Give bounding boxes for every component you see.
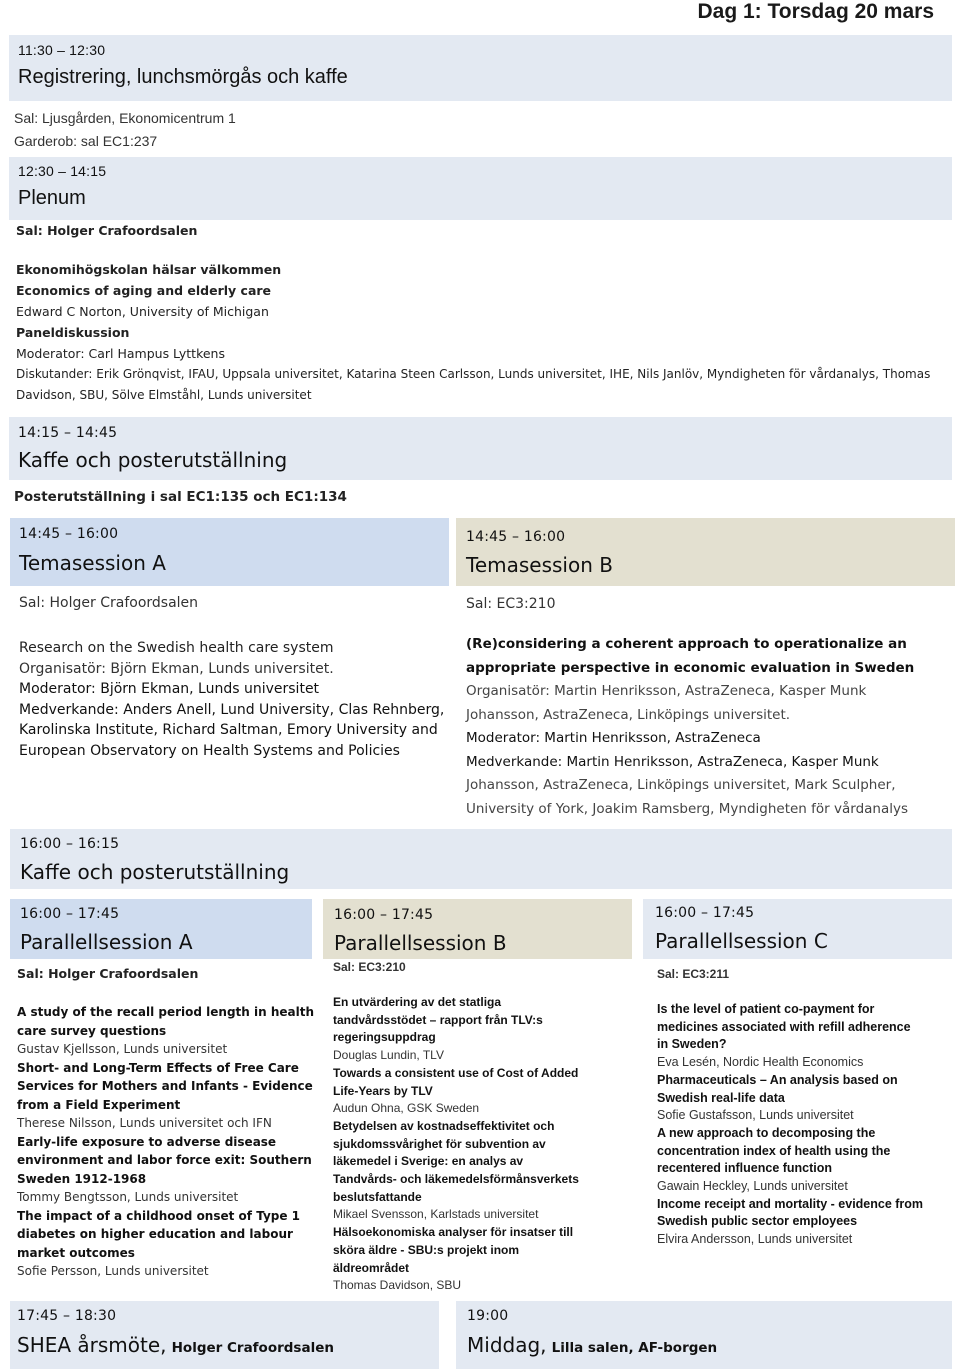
program-line: Pharmaceuticals – An analysis based on [657, 1072, 898, 1087]
session-time: 14:45 – 16:00 [19, 526, 119, 542]
session-title: Plenum [18, 187, 86, 209]
program-line: Moderator: Carl Hampus Lyttkens [16, 346, 225, 361]
session-time: 11:30 – 12:30 [18, 42, 106, 58]
par-c-program [657, 1001, 957, 1249]
program-line: A new approach to decomposing the [657, 1125, 876, 1140]
program-line: Is the level of patient co-payment for [657, 1002, 875, 1016]
program-line: Moderator: Martin Henriksson, AstraZeneca [466, 730, 761, 746]
session-title: Temasession A [19, 551, 166, 575]
session-tema-b-header [456, 518, 955, 586]
program-line: Economics of aging and elderly care [16, 283, 272, 298]
program-line: Life-Years by TLV [333, 1083, 433, 1098]
session-par-b-header [323, 899, 632, 959]
program-line: Gustav Kjellsson, Lunds universitet [17, 1042, 228, 1056]
program-line: diabetes on higher education and labour [17, 1227, 293, 1241]
program-line: Swedish public sector employees [657, 1214, 858, 1229]
program-line: Tommy Bengtsson, Lunds universitet [17, 1190, 239, 1204]
tema-a-program [19, 638, 449, 761]
program-line: from a Field Experiment [17, 1097, 181, 1112]
session-shea [10, 1301, 439, 1369]
program-line: Mikael Svensson, Karlstads universitet [333, 1207, 539, 1222]
program-line: European Observatory on Health Systems and Policies [19, 742, 400, 759]
location-line: Sal: Ljusgården, Ekonomicentrum 1 [14, 110, 236, 126]
program-line: Towards a consistent use of Cost of Added [333, 1065, 579, 1080]
room-label: Sal: Holger Crafoordsalen [19, 595, 199, 611]
program-line: Gawain Heckley, Lunds universitet [657, 1179, 848, 1194]
room-label: Sal: EC3:211 [657, 967, 730, 981]
program-line: beslutsfattande [333, 1189, 422, 1204]
session-title-suffix: Holger Crafoordsalen [171, 1340, 334, 1356]
program-line: Douglas Lundin, TLV [333, 1048, 444, 1063]
program-line: A study of the recall period length in health [17, 1005, 315, 1019]
program-line: En utvärdering av det statliga [333, 995, 502, 1009]
program-line: äldreområdet [333, 1260, 410, 1275]
room-label: Sal: Holger Crafoordsalen [17, 966, 199, 981]
session-title: Parallellsession B [334, 931, 507, 955]
session-time: 16:00 – 17:45 [334, 907, 434, 923]
program-line: Sweden 1912-1968 [17, 1171, 147, 1186]
par-a-program [17, 1003, 317, 1281]
program-line: Income receipt and mortality - evidence from [657, 1196, 924, 1211]
plenum-program [16, 259, 951, 406]
program-line: care survey questions [17, 1023, 167, 1038]
program-line: Moderator: Björn Ekman, Lunds universitet [19, 681, 320, 697]
program-line: Karolinska Institute, Richard Saltman, Emory University and [19, 722, 438, 738]
program-line: Early-life exposure to adverse disease [17, 1134, 277, 1149]
program-line: Ekonomihögskolan hälsar välkommen [16, 262, 282, 277]
session-par-c-header [643, 899, 952, 959]
session-title: Kaffe och posterutställning [18, 448, 288, 472]
program-line: Davidson, SBU, Sölve Elmståhl, Lunds universitet [16, 388, 312, 402]
program-line: Eva Lesén, Nordic Health Economics [657, 1055, 864, 1070]
session-time: 16:00 – 17:45 [20, 906, 120, 922]
program-line: Hälsoekonomiska analyser för insatser till [333, 1225, 574, 1240]
session-title: Kaffe och posterutställning [20, 860, 290, 884]
program-line: Sofie Gustafsson, Lunds universitet [657, 1108, 854, 1123]
session-plenum [9, 157, 952, 220]
location-line: Garderob: sal EC1:237 [14, 133, 158, 149]
session-title-main: SHEA årsmöte, [17, 1333, 167, 1357]
session-time: 17:45 – 18:30 [17, 1308, 117, 1324]
room-label: Sal: Holger Crafoordsalen [16, 223, 198, 238]
program-line: recentered influence function [657, 1161, 833, 1176]
session-title-main: Middag, [467, 1333, 547, 1357]
program-line: Services for Mothers and Infants - Evidence [17, 1079, 313, 1093]
session-time: 16:00 – 17:45 [655, 905, 755, 921]
program-line: Organisatör: Martin Henriksson, AstraZeneca, Kasper Munk [466, 683, 867, 699]
par-b-program [333, 994, 638, 1295]
program-line: Thomas Davidson, SBU [333, 1278, 462, 1293]
program-line: Diskutander: Erik Grönqvist, IFAU, Uppsala universitet, Katarina Steen Carlsson, Lunds universitet, IHE, Nils Janlöv, Myndigheten för vårdanalys, Thomas [16, 367, 931, 381]
session-coffee-2 [10, 829, 952, 889]
program-line: Johansson, AstraZeneca, Linköpings universitet, Mark Sculpher, [466, 777, 896, 793]
program-line: University of York, Joakim Ramsberg, Myndigheten för vårdanalys [466, 800, 909, 817]
session-time: 19:00 [467, 1308, 509, 1324]
program-line: Johansson, AstraZeneca, Linköpings universitet. [466, 706, 791, 723]
session-time: 14:15 – 14:45 [18, 425, 118, 441]
session-tema-a-header [10, 518, 449, 586]
program-line: Paneldiskussion [16, 325, 130, 340]
program-line: concentration index of health using the [657, 1143, 891, 1158]
session-title-suffix: Lilla salen, AF-borgen [551, 1340, 718, 1356]
day-header: Dag 1: Torsdag 20 mars [697, 0, 934, 23]
program-line: Sofie Persson, Lunds universitet [17, 1264, 209, 1278]
program-line: Therese Nilsson, Lunds universitet och IFN [17, 1116, 272, 1130]
program-line: Organisatör: Björn Ekman, Lunds universitet. [19, 660, 334, 677]
program-line: The impact of a childhood onset of Type 1 [17, 1208, 301, 1223]
program-line: sjukdomssvårighet för subvention av [333, 1136, 546, 1151]
program-line: tandvårdsstödet – rapport från TLV:s [333, 1012, 543, 1027]
session-par-a-header [10, 899, 312, 959]
session-title [17, 1333, 334, 1357]
program-line: Tandvårds- och läkemedelsförmånsverkets [333, 1172, 579, 1187]
tema-b-program [466, 633, 955, 821]
session-title: Registrering, lunchsmörgås och kaffe [18, 66, 348, 88]
program-line: Medverkande: Martin Henriksson, AstraZeneca, Kasper Munk [466, 753, 879, 770]
poster-note: Posterutställning i sal EC1:135 och EC1:134 [14, 489, 347, 505]
program-line: regeringsuppdrag [333, 1030, 436, 1045]
program-line: environment and labor force exit: Southern [17, 1153, 312, 1167]
program-line: Medverkande: Anders Anell, Lund University, Clas Rehnberg, [19, 701, 445, 718]
room-label: Sal: EC3:210 [466, 596, 556, 612]
program-line: Elvira Andersson, Lunds universitet [657, 1232, 853, 1247]
program-line: Research on the Swedish health care system [19, 640, 334, 656]
session-title [467, 1333, 717, 1357]
program-line: Audun Ohna, GSK Sweden [333, 1101, 480, 1116]
program-line: Edward C Norton, University of Michigan [16, 304, 269, 319]
session-time: 12:30 – 14:15 [18, 163, 107, 179]
program-line: (Re)considering a coherent approach to operationalize an [466, 636, 907, 652]
program-line: in Sweden? [657, 1037, 727, 1052]
program-line: appropriate perspective in economic evaluation in Sweden [466, 659, 915, 676]
room-label: Sal: EC3:210 [333, 960, 406, 974]
program-line: läkemedel i Sverige: en analys av [333, 1154, 524, 1169]
program-line: medicines associated with refill adherence [657, 1019, 911, 1034]
program-line: Betydelsen av kostnadseffektivitet och [333, 1118, 555, 1133]
session-coffee-1 [9, 417, 952, 480]
program-line: market outcomes [17, 1245, 135, 1260]
session-title: Temasession B [466, 553, 613, 577]
session-title: Parallellsession A [20, 930, 193, 954]
session-time: 14:45 – 16:00 [466, 529, 566, 545]
session-title: Parallellsession C [655, 929, 828, 953]
program-line: sköra äldre - SBU:s projekt inom [333, 1242, 520, 1257]
program-line: Short- and Long-Term Effects of Free Care [17, 1060, 299, 1075]
session-registration [9, 35, 952, 101]
session-time: 16:00 – 16:15 [20, 836, 120, 852]
session-dinner [456, 1301, 952, 1369]
program-line: Swedish real-life data [657, 1090, 785, 1105]
